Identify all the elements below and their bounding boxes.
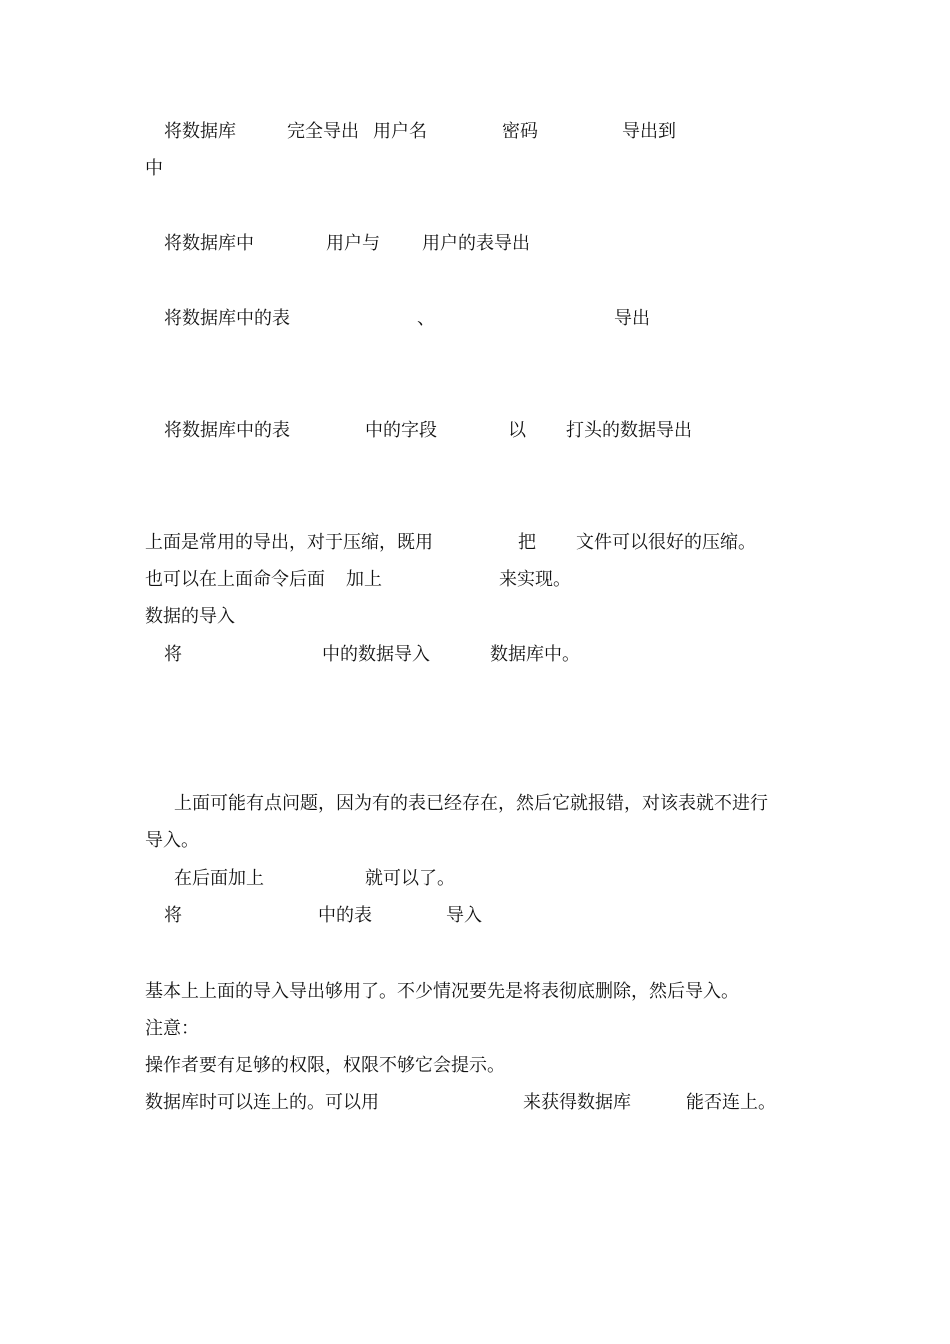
text-segment: 将数据库	[164, 121, 236, 142]
text-segment: 文件可以很好的压缩。	[576, 532, 756, 553]
text-segment: 将数据库中的表	[164, 420, 290, 441]
text-segment: 中的数据导入	[322, 644, 430, 665]
text-segment: 数据库时可以连上的。可以用	[145, 1092, 379, 1113]
text-segment: 将数据库中的表	[164, 308, 290, 329]
text-segment: 上面是常用的导出，对于压缩，既用	[145, 532, 433, 553]
text-segment: 导出	[614, 308, 650, 329]
text-segment: 来获得数据库	[523, 1092, 631, 1113]
text-segment: 完全导出	[287, 121, 359, 142]
text-segment: 导入。	[145, 830, 199, 851]
text-segment: 将	[164, 905, 182, 926]
text-segment: 以	[508, 420, 526, 441]
text-segment: 操作者要有足够的权限，权限不够它会提示。	[145, 1055, 505, 1076]
text-segment: 在后面加上	[174, 868, 264, 889]
text-segment: 用户与	[326, 233, 380, 254]
text-segment: 中	[145, 158, 163, 179]
text-segment: 也可以在上面命令后面	[145, 569, 325, 590]
text-segment: 加上	[346, 569, 382, 590]
text-segment: 导出到	[622, 121, 676, 142]
text-segment: 将数据库中	[164, 233, 254, 254]
text-segment: 密码	[502, 121, 538, 142]
text-segment: 中的表	[318, 905, 372, 926]
text-segment: 把	[518, 532, 536, 553]
text-segment: 来实现。	[499, 569, 571, 590]
text-segment: 注意：	[145, 1018, 199, 1039]
text-segment: 数据的导入	[145, 606, 235, 627]
text-segment: 中的字段	[365, 420, 437, 441]
text-segment: 上面可能有点问题，因为有的表已经存在，然后它就报错，对该表就不进行	[174, 793, 768, 814]
text-segment: 导入	[446, 905, 482, 926]
text-segment: 用户名	[373, 121, 427, 142]
text-segment: 将	[164, 644, 182, 665]
text-segment: 数据库中。	[490, 644, 580, 665]
text-segment: 基本上上面的导入导出够用了。不少情况要先是将表彻底删除，然后导入。	[145, 981, 739, 1002]
text-segment: 就可以了。	[365, 868, 455, 889]
text-segment: 打头的数据导出	[566, 420, 692, 441]
text-segment: 用户的表导出	[422, 233, 530, 254]
text-segment: 、	[417, 308, 435, 329]
text-segment: 能否连上。	[686, 1092, 776, 1113]
